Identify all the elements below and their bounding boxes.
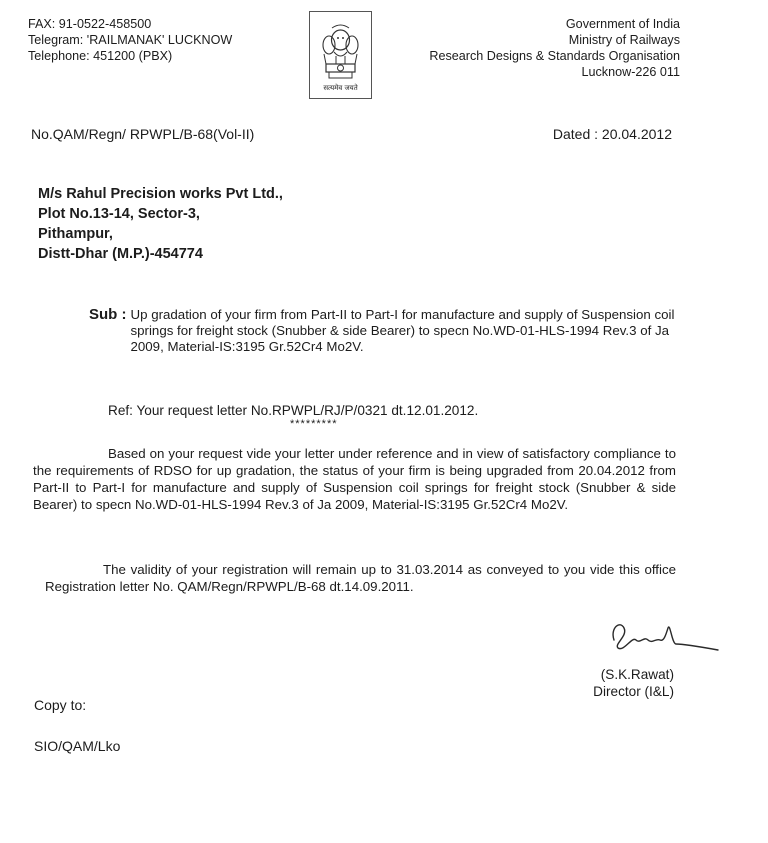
separator: ********* [290, 418, 338, 430]
city-line: Lucknow-226 011 [581, 65, 680, 79]
copy-to-label: Copy to: [34, 697, 87, 713]
addressee-district: Distt-Dhar (M.P.)-454774 [38, 246, 203, 262]
body-paragraph-1: Based on your request vide your letter under reference and in view of satisfactory compliance to the requirements of RDSO for up gradation, the status of your firm is being upgraded from 20.04.2012 from Part-II to Part-I for manufacture and supply of Suspension coil springs for freight stock (Snubber & side Bearer) to specn No.WD-01-HLS-1994 Rev.3 of Ja 2009, Material-IS:3195 Gr.52Cr4 Mo2V. [33, 446, 676, 512]
organisation-line: Research Designs & Standards Organisation [429, 49, 680, 63]
copy-to-recipient: SIO/QAM/Lko [34, 738, 121, 754]
subject-block [89, 307, 677, 355]
contact-block [28, 16, 232, 64]
emblem-drawing [310, 12, 371, 98]
telephone-line: Telephone: 451200 (PBX) [28, 49, 173, 63]
subject-label: Sub : [89, 306, 127, 323]
letter-date: Dated : 20.04.2012 [552, 126, 672, 142]
addressee-company: M/s Rahul Precision works Pvt Ltd., [38, 186, 283, 202]
addressee-plot: Plot No.13-14, Sector-3, [38, 206, 200, 222]
state-emblem-icon [309, 11, 372, 99]
addressee-block [38, 184, 283, 264]
emblem-motto: सत्यमेव जयते [323, 84, 358, 92]
reference-line: Ref: Your request letter No.RPWPL/RJ/P/0321 dt.12.01.2012. [108, 403, 479, 418]
government-line: Government of India [565, 17, 680, 31]
letter-reference-number: No.QAM/Regn/ RPWPL/B-68(Vol-II) [31, 126, 255, 142]
subject-text: Up gradation of your firm from Part-II to Part-I for manufacture and supply of Suspension coil springs for freight stock (Snubber & side Bearer) to specn No.WD-01-HLS-1994 Rev.3 of Ja 2009, Material-IS:3195 Gr.52Cr4 Mo2V. [130, 307, 675, 354]
signatory-designation: Director (I&L) [593, 684, 674, 699]
ministry-line: Ministry of Railways [568, 33, 680, 47]
fax-line: FAX: 91-0522-458500 [28, 17, 152, 31]
body-paragraph-2: The validity of your registration will remain up to 31.03.2014 as conveyed to you vide this office Registration letter No. QAM/Regn/RPWPL/B-68 dt.14.09.2011. [45, 562, 676, 594]
signatory-name: (S.K.Rawat) [600, 667, 674, 682]
organisation-block [429, 16, 680, 80]
telegram-line: Telegram: 'RAILMANAK' LUCKNOW [28, 33, 233, 47]
signature [606, 614, 724, 658]
signatory-block [574, 666, 674, 700]
addressee-town: Pithampur, [38, 226, 113, 242]
